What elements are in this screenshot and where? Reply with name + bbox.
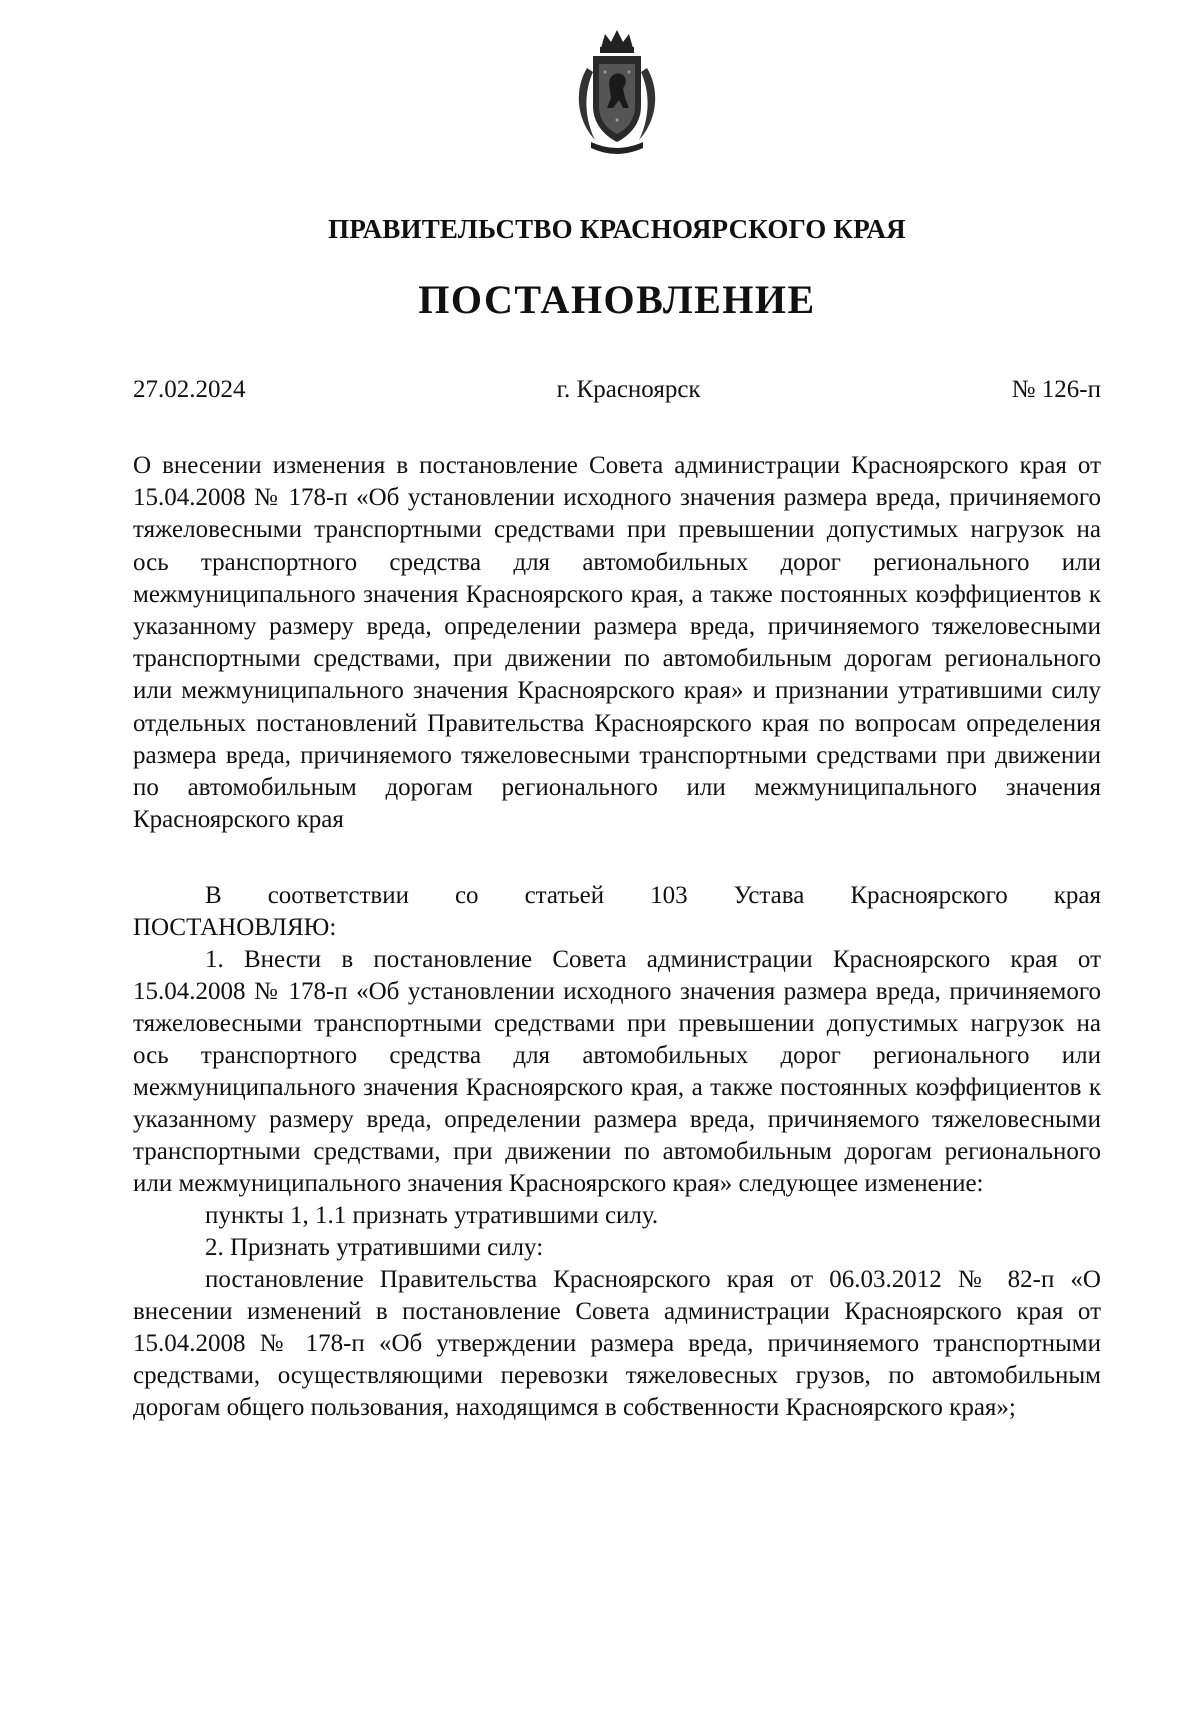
- document-number: № 126-п: [1011, 376, 1101, 403]
- document-subject: О внесении изменения в постановление Совета администрации Красноярского края от 15.04.2008 № 178-п «Об установлении исходного значения размера вреда, причиняемого тяжеловесными транспортными средствами при превышении допустимых нагрузок на ось транспортного средства для автомобильных дорог регионального или межмуниципального значения Красноярского края, а также постоянных коэффициентов к указанному размеру вреда, определении размера вреда, причиняемого тяжеловесными транспортными средствами, при движении по автомобильным дорогам регионального или межмуниципального значения Красноярского края» и признании утратившими силу отдельных постановлений Правительства Красноярского края по вопросам определения размера вреда, причиняемого тяжеловесными транспортными средствами при движении по автомобильным дорогам регионального или межмуниципального значения Красноярского края: [133, 452, 1101, 834]
- item-1-subitem: пункты 1, 1.1 признать утратившими силу.: [205, 1202, 659, 1230]
- preamble-word: соответствии: [267, 882, 409, 910]
- coat-of-arms-icon: [565, 28, 669, 156]
- decree-word: ПОСТАНОВЛЯЮ:: [133, 914, 337, 942]
- document-body: [133, 880, 1101, 1424]
- document-meta-row: [133, 374, 1101, 406]
- preamble-word: Устава: [733, 882, 805, 910]
- preamble-word: края: [1053, 882, 1101, 910]
- item-2-subitem-1: постановление Правительства Красноярского края от 06.03.2012 № 82-п «О внесении изменений в постановление Совета администрации Красноярского края от 15.04.2008 № 178-п «Об утверждении размера вреда, причиняемого транспортными средствами, осуществляющими перевозки тяжеловесных грузов, по автомобильным дорогам общего пользования, находящимся в собственности Красноярского края»;: [133, 1266, 1101, 1422]
- preamble-word: статьей: [524, 882, 605, 910]
- document-type-title: ПОСТАНОВЛЕНИЕ: [418, 277, 816, 322]
- document-city: г. Красноярск: [556, 376, 701, 403]
- organization-name: ПРАВИТЕЛЬСТВО КРАСНОЯРСКОГО КРАЯ: [328, 214, 906, 244]
- document-page: [133, 28, 1101, 1424]
- preamble-word: Красноярского: [850, 882, 1008, 910]
- preamble-line: [133, 880, 1101, 912]
- emblem: [133, 28, 1101, 156]
- preamble-word: 103: [650, 882, 688, 910]
- item-2: 2. Признать утратившими силу:: [205, 1234, 544, 1262]
- preamble-word: В: [205, 882, 222, 910]
- preamble-word: со: [454, 882, 479, 910]
- document-date: 27.02.2024: [133, 376, 246, 403]
- item-1: 1. Внести в постановление Совета администрации Красноярского края от 15.04.2008 № 178-п «Об установлении исходного значения размера вреда, причиняемого тяжеловесными транспортными средствами при превышении допустимых нагрузок на ось транспортного средства для автомобильных дорог регионального или межмуниципального значения Красноярского края, а также постоянных коэффициентов к указанному размеру вреда, определении размера вреда, причиняемого тяжеловесными транспортными средствами, при движении по автомобильным дорогам регионального или межмуниципального значения Красноярского края» следующее изменение:: [133, 946, 1101, 1198]
